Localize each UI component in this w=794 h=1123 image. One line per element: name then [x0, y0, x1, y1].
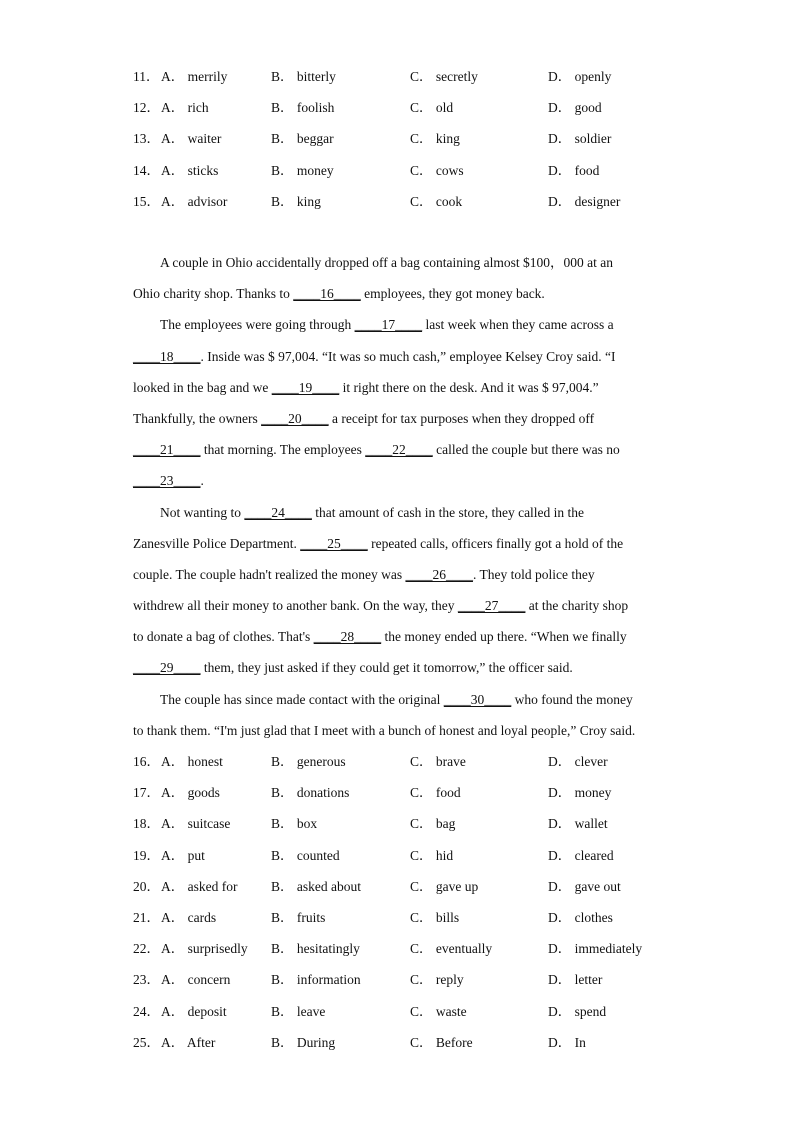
question-number: 16． [133, 754, 160, 769]
option-b: B． beggar [271, 131, 334, 147]
passage-text: that morning. The employees [200, 442, 366, 458]
blank-25: ____25____ [300, 535, 368, 551]
option-b: B． bitterly [271, 69, 336, 84]
option-a: A． concern [161, 972, 231, 988]
passage-line [133, 534, 658, 565]
passage-line [133, 690, 658, 721]
question-number: 25． [133, 1034, 160, 1050]
question-number: 11． [133, 69, 160, 84]
option-a: A． put [161, 847, 205, 863]
option-c: C． king [410, 131, 460, 147]
passage-line [133, 284, 658, 315]
passage-text: to donate a bag of clothes. That's [133, 629, 314, 645]
blank-19: ____19____ [271, 379, 340, 395]
option-c: C． old [410, 100, 454, 116]
question-row [133, 814, 693, 845]
option-d: D． money [548, 785, 612, 801]
question-row [133, 939, 693, 970]
question-number: 15． [133, 193, 160, 209]
option-d: D． spend [548, 1003, 607, 1019]
option-d: D． gave out [548, 878, 621, 894]
passage-line [133, 658, 658, 689]
option-c: C． bills [410, 909, 460, 925]
passage-line [133, 253, 658, 284]
option-a: A． cards [161, 909, 217, 925]
option-d: D． wallet [548, 816, 608, 832]
question-number: 18． [133, 816, 160, 832]
option-c: C． hid [410, 847, 454, 863]
option-c: C． waste [410, 1003, 467, 1019]
passage-text: A couple in Ohio accidentally dropped off a bag containing almost $100，000 at an [160, 255, 614, 270]
option-a: A． honest [161, 754, 223, 769]
question-number: 22． [133, 941, 160, 957]
passage-text: Ohio charity shop. Thanks to [133, 286, 294, 302]
option-b: B． box [271, 816, 318, 832]
passage-text: withdrew all their money to another bank. On the way, they [133, 598, 458, 614]
passage-line [133, 596, 658, 627]
option-a: A． advisor [161, 193, 228, 209]
option-c: C． food [410, 785, 461, 801]
option-d: D． designer [548, 193, 621, 209]
option-a: A． rich [161, 100, 209, 116]
passage-text: Zanesville Police Department. [133, 535, 301, 551]
passage-text: Thankfully, the owners [133, 410, 262, 426]
option-b: B． money [271, 162, 334, 178]
option-a: A． sticks [161, 162, 219, 178]
option-d: D． food [548, 162, 600, 178]
option-b: B． leave [271, 1003, 326, 1019]
blank-23: ____23____ [133, 473, 201, 489]
passage [133, 253, 658, 752]
question-number: 23． [133, 972, 160, 988]
question-number: 20． [133, 878, 160, 894]
option-c: C． cows [410, 162, 464, 178]
question-row [133, 1002, 693, 1033]
option-d: D． clever [548, 754, 608, 769]
option-c: C． cook [410, 193, 463, 209]
blank-16: ____16____ [293, 286, 361, 302]
question-row [133, 161, 693, 192]
passage-line [133, 471, 658, 502]
option-d: D． letter [548, 972, 603, 988]
option-b: B． king [271, 193, 321, 209]
blank-28: ____28____ [313, 629, 382, 645]
question-number: 13． [133, 131, 160, 147]
passage-text: repeated calls, officers finally got a hold of the [367, 535, 624, 551]
question-number: 21． [133, 909, 160, 925]
option-a: A． suitcase [161, 816, 231, 832]
option-d: D． immediately [548, 941, 643, 957]
option-d: D． soldier [548, 131, 612, 147]
option-b: B． During [271, 1034, 336, 1050]
question-row [133, 783, 693, 814]
option-b: B． hesitatingly [271, 941, 360, 957]
passage-text: The couple has since made contact with the original [160, 691, 444, 707]
option-d: D． good [548, 100, 602, 116]
question-row [133, 970, 693, 1001]
option-c: C． secretly [410, 69, 478, 84]
option-b: B． donations [271, 785, 350, 801]
passage-text: the money ended up there. “When we finally [381, 629, 627, 645]
question-number: 24． [133, 1003, 160, 1019]
passage-line [133, 440, 658, 471]
option-a: A． asked for [161, 878, 238, 894]
passage-text: . [200, 473, 204, 489]
blank-27: ____27____ [457, 598, 526, 614]
option-d: D． cleared [548, 847, 614, 863]
option-a: A． surprisedly [161, 941, 248, 957]
options-block-top [133, 67, 693, 223]
question-row [133, 846, 693, 877]
option-b: B． asked about [271, 878, 361, 894]
blank-30: ____30____ [443, 691, 512, 707]
passage-text: Not wanting to [160, 504, 245, 520]
passage-text: last week when they came across a [422, 317, 614, 333]
option-a: A． goods [161, 785, 220, 801]
passage-text: them, they just asked if they could get it tomorrow,” the officer said. [200, 660, 573, 676]
option-d: D． In [548, 1034, 586, 1050]
passage-text: . They told police they [472, 566, 595, 582]
passage-line [133, 721, 658, 752]
question-row [133, 129, 693, 160]
option-c: C． bag [410, 816, 456, 832]
question-row [133, 192, 693, 223]
passage-line [133, 503, 658, 534]
blank-17: ____17____ [354, 317, 423, 333]
passage-text: looked in the bag and we [133, 379, 272, 395]
option-b: B． counted [271, 847, 340, 863]
option-d: D． clothes [548, 909, 613, 925]
option-a: A． waiter [161, 131, 222, 147]
question-row [133, 752, 693, 783]
question-row [133, 98, 693, 129]
option-c: C． eventually [410, 941, 493, 957]
passage-text: The employees were going through [160, 317, 355, 333]
question-row [133, 877, 693, 908]
question-row [133, 908, 693, 939]
option-d: D． openly [548, 69, 612, 84]
blank-24: ____24____ [244, 504, 312, 520]
question-row [133, 67, 693, 98]
option-a: A． After [161, 1034, 216, 1050]
passage-line [133, 315, 658, 346]
passage-text: at the charity shop [525, 598, 629, 614]
passage-line [133, 409, 658, 440]
option-c: C． Before [410, 1034, 473, 1050]
question-number: 17． [133, 785, 160, 801]
passage-text: couple. The couple hadn't realized the money was [133, 566, 406, 582]
option-b: B． foolish [271, 100, 335, 116]
passage-line [133, 347, 658, 378]
question-number: 19． [133, 847, 160, 863]
blank-18: ____18____ [133, 348, 201, 364]
option-c: C． brave [410, 754, 466, 769]
question-number: 14． [133, 162, 160, 178]
option-b: B． generous [271, 754, 346, 769]
passage-text: employees, they got money back. [360, 286, 545, 302]
passage-text: a receipt for tax purposes when they dropped off [328, 410, 595, 426]
passage-text: it right there on the desk. And it was $ 97,004.” [339, 379, 599, 395]
passage-text: called the couple but there was no [432, 442, 620, 458]
question-number: 12． [133, 100, 160, 116]
passage-line [133, 627, 658, 658]
blank-21: ____21____ [133, 442, 201, 458]
blank-22: ____22____ [365, 442, 433, 458]
option-b: B． fruits [271, 909, 326, 925]
option-a: A． merrily [161, 69, 228, 84]
options-block-bottom [133, 752, 693, 1064]
option-b: B． information [271, 972, 361, 988]
blank-29: ____29____ [133, 660, 201, 676]
blank-26: ____26____ [405, 566, 473, 582]
option-a: A． deposit [161, 1003, 227, 1019]
passage-text: that amount of cash in the store, they called in the [311, 504, 585, 520]
passage-text: who found the money [511, 691, 633, 707]
passage-line [133, 565, 658, 596]
blank-20: ____20____ [261, 410, 329, 426]
option-c: C． gave up [410, 878, 479, 894]
passage-line [133, 378, 658, 409]
question-row [133, 1033, 693, 1064]
passage-text: to thank them. “I'm just glad that I meet with a bunch of honest and loyal people,” Croy said. [133, 722, 636, 738]
option-c: C． reply [410, 972, 464, 988]
passage-text: . Inside was $ 97,004. “It was so much cash,” employee Kelsey Croy said. “I [200, 348, 616, 364]
